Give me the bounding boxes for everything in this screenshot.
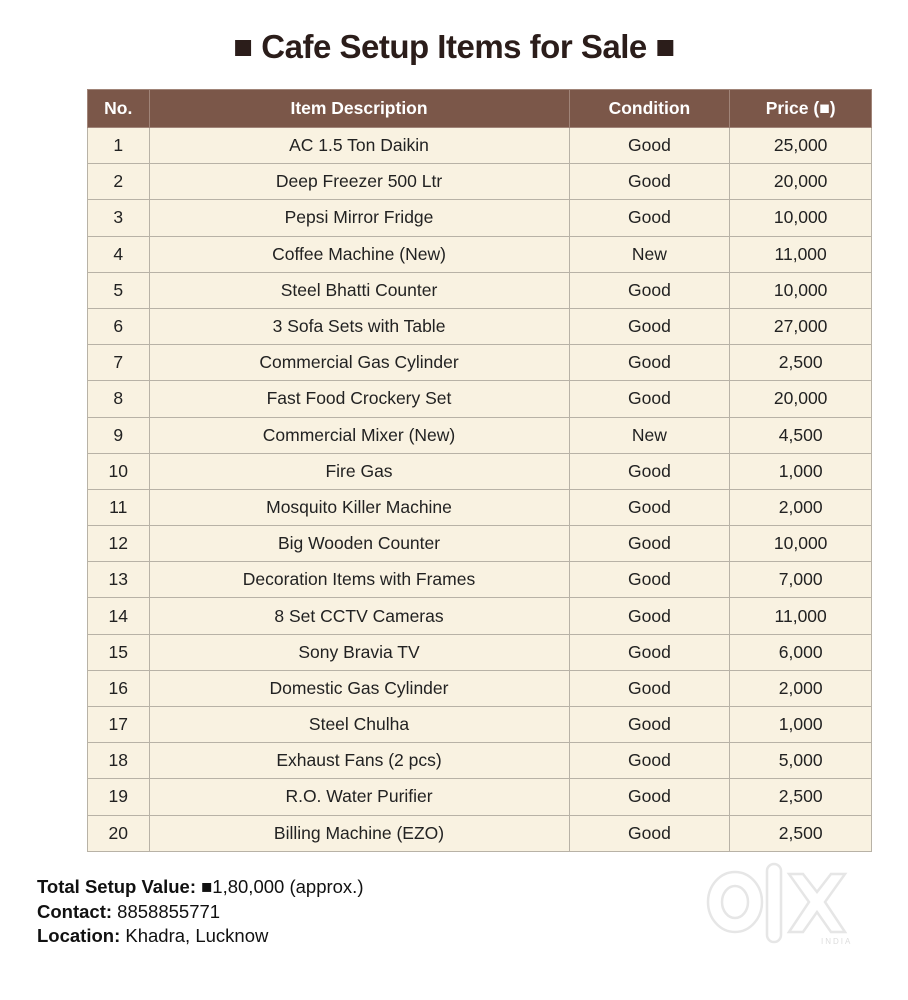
cell-no: 8 bbox=[88, 381, 150, 417]
cell-condition: Good bbox=[569, 670, 730, 706]
cell-description: Commercial Gas Cylinder bbox=[149, 345, 569, 381]
table-header-row bbox=[88, 90, 872, 128]
cell-no: 13 bbox=[88, 562, 150, 598]
cell-description: 3 Sofa Sets with Table bbox=[149, 308, 569, 344]
contact-label: Contact: bbox=[37, 900, 113, 922]
cell-price: 10,000 bbox=[730, 272, 872, 308]
cell-description: Pepsi Mirror Fridge bbox=[149, 200, 569, 236]
cell-description: Steel Bhatti Counter bbox=[149, 272, 569, 308]
total-label: Total Setup Value: bbox=[37, 876, 196, 897]
cell-condition: Good bbox=[569, 453, 730, 489]
cell-condition: Good bbox=[569, 489, 730, 525]
cell-no: 5 bbox=[88, 272, 150, 308]
location-line bbox=[37, 924, 363, 949]
page-title: ■ Cafe Setup Items for Sale ■ bbox=[233, 28, 675, 65]
cell-no: 16 bbox=[88, 670, 150, 706]
cell-description: Big Wooden Counter bbox=[149, 526, 569, 562]
cell-price: 10,000 bbox=[730, 526, 872, 562]
cell-no: 4 bbox=[88, 236, 150, 272]
table-row bbox=[88, 417, 872, 453]
cell-price: 2,000 bbox=[730, 489, 872, 525]
table-row bbox=[88, 128, 872, 164]
cell-condition: Good bbox=[569, 164, 730, 200]
table-row bbox=[88, 236, 872, 272]
cell-price: 27,000 bbox=[730, 308, 872, 344]
header-description: Item Description bbox=[149, 90, 569, 128]
summary-info bbox=[37, 875, 363, 949]
cell-description: Decoration Items with Frames bbox=[149, 562, 569, 598]
cell-description: Fast Food Crockery Set bbox=[149, 381, 569, 417]
header-no: No. bbox=[88, 90, 150, 128]
cell-description: Steel Chulha bbox=[149, 707, 569, 743]
cell-description: Billing Machine (EZO) bbox=[149, 815, 569, 851]
table-row bbox=[88, 345, 872, 381]
table-row bbox=[88, 634, 872, 670]
cell-condition: Good bbox=[569, 128, 730, 164]
cell-description: Coffee Machine (New) bbox=[149, 236, 569, 272]
cell-no: 15 bbox=[88, 634, 150, 670]
cell-condition: Good bbox=[569, 200, 730, 236]
cell-condition: Good bbox=[569, 345, 730, 381]
items-table bbox=[87, 89, 872, 852]
cell-price: 11,000 bbox=[730, 236, 872, 272]
cell-no: 11 bbox=[88, 489, 150, 525]
table-row bbox=[88, 381, 872, 417]
cell-price: 10,000 bbox=[730, 200, 872, 236]
contact-value: 8858855771 bbox=[112, 900, 221, 922]
header-price: Price (■) bbox=[730, 90, 872, 128]
contact-line bbox=[37, 900, 363, 925]
cell-price: 1,000 bbox=[730, 707, 872, 743]
cell-no: 20 bbox=[88, 815, 150, 851]
table-row bbox=[88, 670, 872, 706]
cell-no: 19 bbox=[88, 779, 150, 815]
table-row bbox=[88, 453, 872, 489]
cell-description: AC 1.5 Ton Daikin bbox=[149, 128, 569, 164]
svg-text:INDIA: INDIA bbox=[821, 937, 853, 946]
cell-condition: Good bbox=[569, 634, 730, 670]
cell-price: 1,000 bbox=[730, 453, 872, 489]
cell-price: 20,000 bbox=[730, 164, 872, 200]
cell-price: 7,000 bbox=[730, 562, 872, 598]
table-row bbox=[88, 743, 872, 779]
location-value: Khadra, Lucknow bbox=[120, 925, 269, 946]
cell-price: 2,000 bbox=[730, 670, 872, 706]
cell-description: Commercial Mixer (New) bbox=[149, 417, 569, 453]
cell-condition: Good bbox=[569, 743, 730, 779]
cell-no: 18 bbox=[88, 743, 150, 779]
cell-condition: Good bbox=[569, 526, 730, 562]
cell-description: Domestic Gas Cylinder bbox=[149, 670, 569, 706]
cell-price: 2,500 bbox=[730, 779, 872, 815]
cell-no: 9 bbox=[88, 417, 150, 453]
cell-no: 6 bbox=[88, 308, 150, 344]
total-value: ■1,80,000 (approx.) bbox=[195, 876, 364, 897]
table-row bbox=[88, 489, 872, 525]
cell-condition: New bbox=[569, 236, 730, 272]
location-label: Location: bbox=[37, 925, 121, 946]
cell-price: 5,000 bbox=[730, 743, 872, 779]
table-row bbox=[88, 200, 872, 236]
cell-price: 2,500 bbox=[730, 345, 872, 381]
table-row bbox=[88, 526, 872, 562]
cell-condition: Good bbox=[569, 381, 730, 417]
cell-condition: Good bbox=[569, 308, 730, 344]
cell-condition: New bbox=[569, 417, 730, 453]
table-row bbox=[88, 164, 872, 200]
cell-condition: Good bbox=[569, 562, 730, 598]
cell-no: 3 bbox=[88, 200, 150, 236]
cell-description: R.O. Water Purifier bbox=[149, 779, 569, 815]
table-row bbox=[88, 598, 872, 634]
cell-condition: Good bbox=[569, 815, 730, 851]
cell-condition: Good bbox=[569, 707, 730, 743]
cell-description: Fire Gas bbox=[149, 453, 569, 489]
cell-no: 14 bbox=[88, 598, 150, 634]
cell-price: 2,500 bbox=[730, 815, 872, 851]
cell-no: 1 bbox=[88, 128, 150, 164]
cell-description: Exhaust Fans (2 pcs) bbox=[149, 743, 569, 779]
total-value-line bbox=[37, 875, 363, 900]
cell-no: 7 bbox=[88, 345, 150, 381]
cell-price: 11,000 bbox=[730, 598, 872, 634]
cell-price: 25,000 bbox=[730, 128, 872, 164]
olx-watermark-logo bbox=[705, 860, 870, 950]
cell-price: 20,000 bbox=[730, 381, 872, 417]
header-condition: Condition bbox=[569, 90, 730, 128]
cell-condition: Good bbox=[569, 779, 730, 815]
cell-description: Sony Bravia TV bbox=[149, 634, 569, 670]
table-row bbox=[88, 272, 872, 308]
table-row bbox=[88, 815, 872, 851]
cell-no: 12 bbox=[88, 526, 150, 562]
cell-price: 6,000 bbox=[730, 634, 872, 670]
cell-description: Mosquito Killer Machine bbox=[149, 489, 569, 525]
cell-description: 8 Set CCTV Cameras bbox=[149, 598, 569, 634]
table-row bbox=[88, 562, 872, 598]
cell-no: 17 bbox=[88, 707, 150, 743]
cell-no: 10 bbox=[88, 453, 150, 489]
table-row bbox=[88, 707, 872, 743]
cell-condition: Good bbox=[569, 272, 730, 308]
table-row bbox=[88, 308, 872, 344]
cell-description: Deep Freezer 500 Ltr bbox=[149, 164, 569, 200]
cell-price: 4,500 bbox=[730, 417, 872, 453]
table-row bbox=[88, 779, 872, 815]
cell-condition: Good bbox=[569, 598, 730, 634]
cell-no: 2 bbox=[88, 164, 150, 200]
